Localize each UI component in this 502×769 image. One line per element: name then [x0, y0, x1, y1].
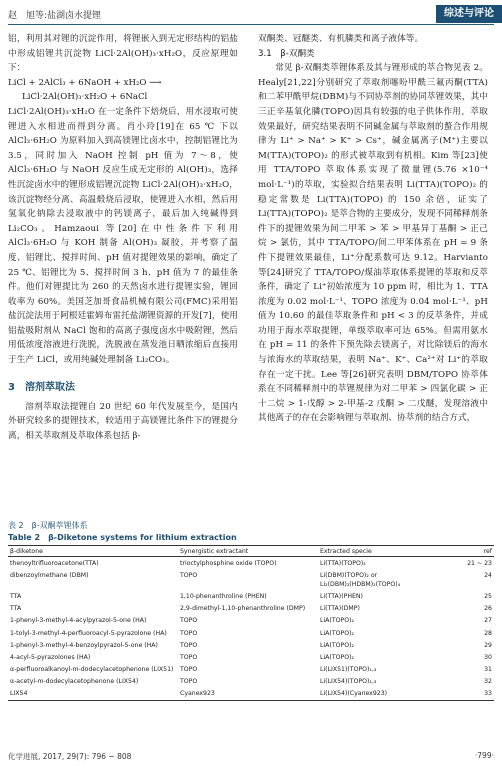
running-head-authors: 赵 旭等:盐湖卤水提锂: [8, 11, 102, 21]
table-row: [8, 639, 494, 651]
table-row: [8, 590, 494, 602]
cell-diketone: 1-tolyl-3-methyl-4-perfluoroacyl-5-pyrazolone (HA): [10, 629, 167, 637]
cell-species: LiA(TOPO)₂: [320, 629, 354, 637]
cell-synergistic: 1,10-phenanthroline (PHEN): [180, 592, 267, 600]
cell-ref: 31: [484, 666, 492, 674]
cell-ref: 27: [484, 617, 492, 625]
cell-synergistic: TOPO: [180, 678, 198, 686]
cell-ref: 29: [484, 641, 492, 649]
right-paragraph-1: 双酮类、冠醚类、有机膦类和离子液体等。: [258, 34, 424, 44]
cell-species: Li(LIX54)(TOPO)₁,₃: [320, 678, 377, 686]
cell-synergistic: TOPO: [180, 617, 198, 625]
cell-species: LiA(TOPO)₂: [320, 641, 354, 649]
table-row: [8, 664, 494, 676]
cell-synergistic: TOPO: [180, 653, 198, 661]
cell-synergistic: TOPO: [180, 641, 198, 649]
cell-synergistic: 2,9-dimethyl-1,10-phenanthroline (DMP): [180, 605, 306, 613]
header-species: Extracted specie: [318, 546, 448, 557]
page-number: ·799·: [474, 751, 494, 760]
cell-synergistic: TOPO: [180, 571, 198, 579]
cell-ref: 24: [484, 571, 492, 579]
cell-diketone: α-acetyl-m-dodecylacetophenone (LIX54): [10, 678, 139, 686]
section-heading: 3 溶剂萃取法: [8, 381, 75, 393]
cell-species: Li(LIX54)(Cyanex923): [318, 688, 448, 701]
cell-ref: 32: [484, 678, 492, 686]
cell-ref: 30: [484, 653, 492, 661]
left-paragraph-2: LiCl·2Al(OH)₃·xH₂O 在一定条件下焙烧后，用水浸取可使锂进入水相进而得到分离。肖小玲[19]在 65 ℃ 下以 AlCl₃·6H₂O 为原料加入到高镁锂比卤水中，控制铝锂比为 3.5，同时加入 NaOH 控制 pH 值为 7～8，使 AlCl₃·6H₂O 与 NaOH 反应生成无定形的 Al(OH)₃，选择性沉淀卤水中的锂形成铝锂沉淀物 LiCl·2Al(OH)₃·xH₂O，该沉淀物经分离、高温煅烧后浸取，使锂进入水相，然后用氢氧化钠除去浸取液中的钙镁离子，最后加入纯碱得到 Li₂CO₃。Hamzaoui 等[20]在中性条件下利用 AlCl₃·6H₂O 与 KOH 制备 Al(OH)₃ 凝胶，并考察了温度、铝锂比、搅拌时间、pH 值对提锂效果的影响，确定了 25 ℃、铝锂比为 5、搅拌时间 3 h、pH 值为 7 的最佳条件。他们对锂提比为 260 的天然卤水进行提锂实验，锂回收率为 60%。美国芝加哥食品机械有限公司(FMC)采用铝盐沉淀法用于阿根廷霍姆布雷托盐湖锂资源的开发[7]，使用铝盐吸附剂从 NaCl 饱和的高离子强度卤水中吸附锂，然后用低浓度溶液进行洗脱，洗脱液在蒸发池日晒浓缩后直接用于生产 LiCl，或用纯碱处理制备 Li₂CO₃。: [8, 106, 238, 366]
header-synergistic: Synergistic extractant: [178, 546, 318, 557]
cell-diketone: α-perfluoroalkanoyl-m-dodecylacetophenone (LIX51): [10, 666, 174, 674]
page-footer: [8, 751, 494, 762]
section-label-badge: 综述与评论: [436, 5, 502, 23]
right-column: [258, 32, 488, 426]
table-row: [8, 569, 494, 590]
table-caption-english: Table 2 β-Diketone systems for lithium extraction: [8, 533, 237, 542]
left-paragraph-1: 铝，利用其对锂的沉淀作用，将锂嵌入到无定形结构的铝盐中形成铝锂共沉淀物 LiCl·2Al(OH)₃·xH₂O，反应原理如下：: [8, 34, 238, 74]
cell-diketone: 1-phenyl-3-methyl-4-acylpyrazol-5-one (HA): [10, 617, 147, 625]
table-row: [8, 615, 494, 627]
cell-diketone: dibenzoylmethane (DBM): [10, 571, 89, 579]
cell-diketone: thenoyltrifluoroacetone(TTA): [10, 559, 99, 567]
cell-species: Li(TTA)(PHEN): [320, 592, 363, 600]
cell-diketone: TTA: [10, 592, 22, 600]
cell-species: Li(TTA)(TOPO)₂: [320, 559, 366, 567]
table-caption-chinese: 表 2 β-双酮萃锂体系: [8, 521, 88, 530]
cell-ref: 25: [484, 592, 492, 600]
cell-ref: 33: [448, 688, 494, 701]
subsection-heading: 3.1 β-双酮类: [258, 48, 315, 59]
table-row: [8, 676, 494, 688]
extraction-systems-table: [8, 545, 494, 701]
left-paragraph-3: 溶剂萃取法提锂自 20 世纪 60 年代发展至今，是国内外研究较多的提锂技术，较适用于高镁锂比条件下的锂提分离，相关萃取剂及萃取体系包括 β-: [8, 401, 238, 441]
cell-synergistic: TOPO: [180, 629, 198, 637]
cell-ref: 21 ~ 23: [467, 559, 492, 567]
equation-line-1: LiCl + 2AlCl₃ + 6NaOH + xH₂O ⟶: [8, 77, 162, 88]
left-column: [8, 32, 238, 443]
cell-species: LiA(TOPO)₂: [320, 617, 354, 625]
table-row: [8, 557, 494, 570]
journal-citation: 化学进展, 2017, 29(7): 796 ~ 808: [8, 752, 132, 761]
cell-diketone: 4-acyl-5-pyrazolones (HA): [10, 653, 91, 661]
header-diketone: β-diketone: [8, 546, 178, 557]
running-head: [8, 5, 494, 25]
right-paragraph-2: 常见 β-双酮类萃锂体系及其与锂形成的萃合物见表 2。Healy[21,22]分别研究了萃取剂噻吩甲酰三氟丙酮(TTA)和二苯甲酰甲烷(DBM)与不同协萃剂的协同萃锂效果，其中三正辛基氧化膦(TOPO)因具有较强的电子供体作用，萃取效果最好，研究结果表明不同碱金属与萃取剂的螯合作用规律为 Li⁺ > Na⁺ > K⁺ > Cs⁺，碱金属离子(M⁺)主要以 M(TTA)(TOPO)₂ 的形式被萃取到有机相。Kim 等[23]使用 TTA/TOPO 萃取体系实现了微量锂(5.76 ×10⁻⁴ mol·L⁻¹)的萃取，实验拟合结果表明 Li(TTA)(TOPO)₂ 的稳定常数是 Li(TTA)(TOPO) 的 150 余倍，证实了 Li(TTA)(TOPO)₂ 是萃合物的主要成分，发现不同稀释剂条件下的提锂效果为间二甲苯 > 苯 > 甲基异丁基酮 > 正己烷 > 氯仿，其中 TTA/TOPO/间二甲苯体系在 pH = 9 条件下提锂效果最佳，Li⁺分配系数可达 9.12。Harvianto 等[24]研究了 TTA/TOPO/煤油萃取体系提锂的萃取和反萃条件，确定了 Li⁺初始浓度为 10 ppm 时，相比为 1、TTA 浓度为 0.02 mol·L⁻¹、TOPO 浓度为 0.04 mol·L⁻¹、pH 值为 10.60 的最佳萃取条件和 pH < 3 的反萃条件，并成功用于海水萃取提锂，单级萃取率可达 65%。但需用氨水在 pH = 11 的条件下预先除去镁离子，对比除镁后的海水与浓海水的萃取结果，表明 Na⁺、K⁺、Ca²⁺对 Li⁺的萃取存在一定干扰。Lee 等[26]研究表明 DBM/TOPO 协萃体系在不同稀释剂中的萃锂规律为对二甲苯 > 四氯化碳 > 正十二烷 > 1-戊醇 > 2-甲基-2 戊酮 > 二戊醚，发现溶液中其他离子的存在会影响锂与萃取剂、协萃剂的结合方式，: [258, 63, 488, 424]
cell-diketone: 1-phenyl-3-methyl-4-benzoylpyrazol-5-one (HA): [10, 641, 158, 649]
cell-species: Li(TTA)(DMP): [320, 605, 360, 613]
cell-species: Li(LIX51)(TOPO)₁,₃: [320, 666, 377, 674]
cell-species: LiA(TOPO)₂: [320, 653, 354, 661]
header-ref: ref: [448, 546, 494, 557]
table-row: [8, 603, 494, 615]
cell-diketone: TTA: [10, 605, 22, 613]
cell-species: Li(DBM)(TOPO)₂ or Li₂(DBM)₂(HDBM)₂(TOPO)₄: [320, 571, 401, 588]
cell-ref: 28: [484, 629, 492, 637]
cell-synergistic: TOPO: [180, 666, 198, 674]
cell-synergistic: Cyanex923: [178, 688, 318, 701]
table-row: [8, 627, 494, 639]
cell-diketone: LIX54: [8, 688, 178, 701]
equation-line-2: LiCl·2Al(OH)₃·xH₂O + 6NaCl: [22, 92, 148, 103]
table-header-row: [8, 546, 494, 557]
table-row: [8, 688, 494, 701]
cell-synergistic: trioctylphosphine oxide (TOPO): [180, 559, 277, 567]
cell-ref: 26: [484, 605, 492, 613]
table-row: [8, 651, 494, 663]
